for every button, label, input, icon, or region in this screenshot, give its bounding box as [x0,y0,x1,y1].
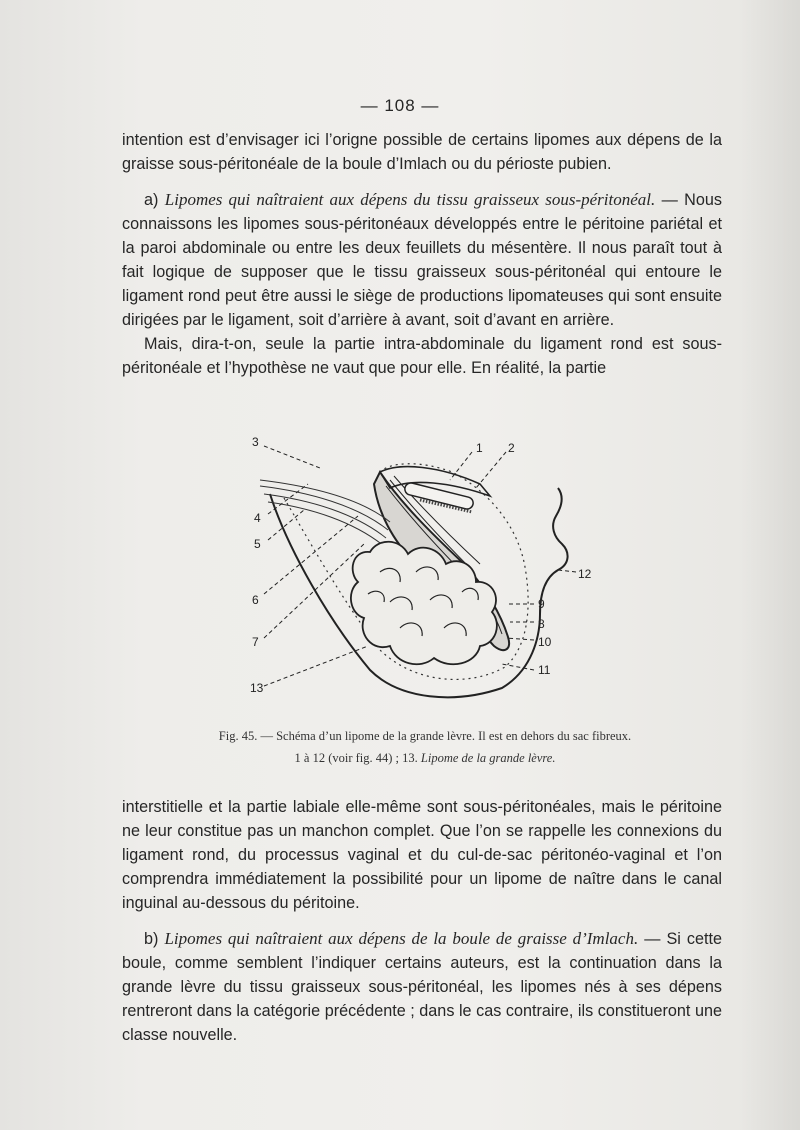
paragraph: interstitielle et la partie labiale elle-même sont sous-péritonéales, mais le péritoine ne leur constitue pas un manchon complet. Que l’on se rappelle les connexions du ligament rond, du processus vaginal et du cul-de-sac péritonéo-vaginal et l’on comprendra immédiatement la possibilité pour un lipome de naître dans le canal inguinal au-dessous du péritoine. [122,798,722,912]
paragraph: Mais, dira-t-on, seule la partie intra-abdominale du ligament rond est sous-péritonéale et l’hypothèse ne vaut que pour elle. En réalité, la partie [122,335,722,377]
figure-label-7: 7 [252,635,259,649]
figure-label-4: 4 [254,511,261,525]
text-block-top [122,128,722,380]
anatomical-figure [240,432,610,732]
figure-label-13: 13 [250,681,264,695]
figure-label-5: 5 [254,537,261,551]
figure-label-10: 10 [538,635,552,649]
figure-label-2: 2 [508,441,515,455]
text-block-bottom [122,795,722,1047]
figure-label-12: 12 [578,567,592,581]
page-shadow [740,0,800,1130]
figure-label-8: 8 [538,617,545,631]
italic-heading: Lipomes qui naîtraient aux dépens de la boule de graisse d’Imlach. [164,929,639,948]
paragraph: b) Lipomes qui naîtraient aux dépens de la boule de graisse d’Imlach. — Si cette boule, comme semblent l’indiquer certains auteurs, est la continuation dans la grande lèvre du tissu graisseux sous-péritonéal, les lipomes nés à ses dépens rentreront dans la catégorie précédente ; dans le cas contraire, ils constitueront une classe nouvelle. [122,929,722,1044]
page-number: — 108 — [360,96,440,115]
figure-label-9: 9 [538,597,545,611]
figure-caption-line-2: 1 à 12 (voir fig. 44) ; 13. Lipome de la grande lèvre. [294,751,556,765]
figure-label-1: 1 [476,441,483,455]
paragraph: intention est d’envisager ici l’origne possible de certains lipomes aux dépens de la graisse sous-péritonéale de la boule d’Imlach ou du périoste pubien. [122,131,722,173]
figure-label-3: 3 [252,435,259,449]
paragraph: a) Lipomes qui naîtraient aux dépens du tissu graisseux sous-péritonéal. — Nous connaissons les lipomes sous-péritonéaux développés entre le péritoine pariétal et la paroi abdominale ou entre les deux feuillets du mésentère. Il nous paraît tout à fait logique de supposer que le tissu graisseux sous-péritonéal qui entoure le ligament rond peut être aussi le siège de productions lipomateuses qui sont ensuite dirigées par le ligament, soit d’arrière à avant, soit d’avant en arrière. [122,190,722,329]
processus-vaginal [404,482,475,511]
figure-label-6: 6 [252,593,259,607]
italic-heading: Lipomes qui naîtraient aux dépens du tissu graisseux sous-péritonéal. [164,190,656,209]
figure-caption: Fig. 45. — Schéma d’un lipome de la grande lèvre. Il est en dehors du sac fibreux. [218,729,632,743]
lipoma-mass [351,542,497,665]
figure-label-11: 11 [538,663,551,677]
